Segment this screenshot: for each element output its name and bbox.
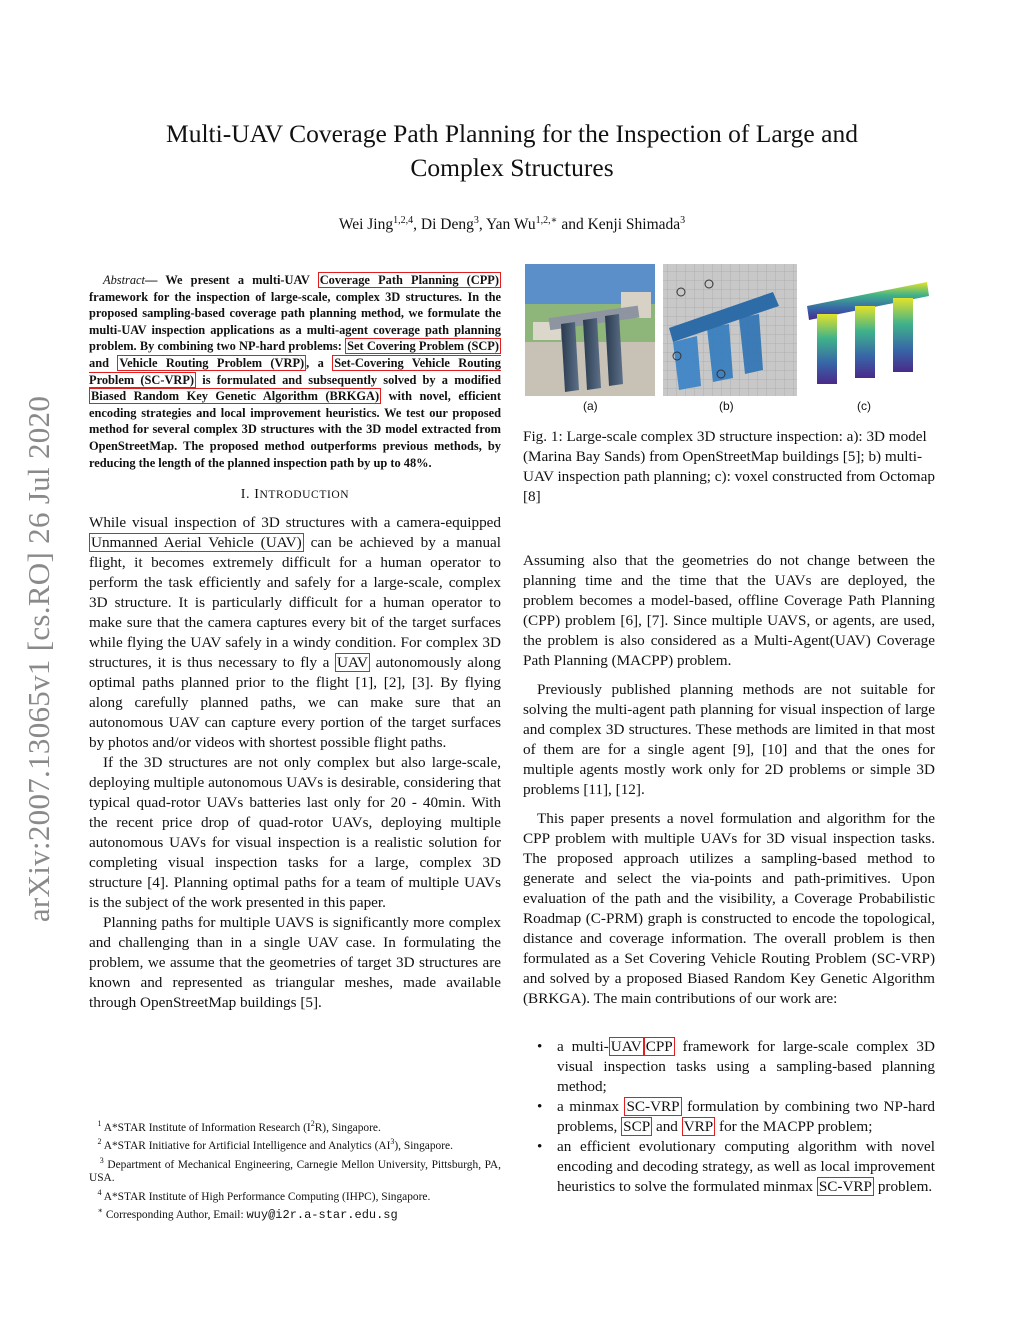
panel-label-b: (b) [719,399,734,413]
list-item: • an efficient evolutionary computing algorithm with novel encoding and decoding strategy, as well as local improvement heuristics to solve the formulated minmax SC-VRP problem. [537,1138,935,1195]
arxiv-identifier-text: arXiv:2007.13065v1 [cs.RO] 26 Jul 2020 [21,395,56,923]
figure-1-panels [523,262,935,398]
acronym-link-vrp[interactable]: VRP [683,1118,714,1135]
affiliation-footnotes [89,1117,501,1223]
footnote-corresponding: ∗ Corresponding Author, Email: wuy@i2r.a-star.edu.sg [97,1206,398,1222]
acronym-link-scp[interactable]: SCP [623,1118,651,1135]
acronym-link-scp[interactable]: Set Covering Problem (SCP) [347,339,499,354]
list-item: • a minmax SC-VRP formulation by combining two NP-hard problems, SCP and VRP for the MACPP problem; [537,1098,936,1135]
footnote-4: $^4$ A*STAR Institute of High Performance Computing (IHPC), Singapore. [97,1187,431,1203]
panel-c-octomap-voxels [803,264,933,396]
footnote-3: $^3$ Department of Mechanical Engineering, Carnegie Mellon University, Pittsburgh, PA, USA. [89,1155,501,1185]
left-column [89,272,501,1013]
paper-title: Multi-UAV Coverage Path Planning for the Inspection of Large and Complex Structures [166,119,858,182]
acronym-link-scvrp[interactable]: SC-VRP [626,1098,680,1115]
list-item: • a multi- UAV CPP framework for large-scale complex 3D visual inspection tasks using a sampling-based planning method; [537,1038,935,1095]
acronym-link-cpp[interactable]: Coverage Path Planning (CPP) [319,273,500,287]
acronym-link-uav[interactable]: UAV [337,654,368,672]
panel-a-marina-bay-model [525,264,655,396]
acronym-link-uav[interactable]: UAV [610,1038,642,1055]
panel-b-path-planning [663,264,797,396]
abstract: Abstract— We present a multi-UAV Coverage Path Planning (CPP) framework for the inspection of large-scale, complex 3D structures. In the proposed sampling-based coverage path planning method, we formulate the multi-UAV inspection applications as a multi-agent coverage path planning problem. By combining two NP-hard problems: Set Covering Problem (SCP) and Vehicle Routing Problem (VRP) , a Set-Covering Vehicle Routing Problem (SC-VRP) is formulated and subsequently solved by a modified Biased Random Key Genetic Algorithm (BRKGA) with novel, efficient encoding strategies and local improvement heuristics. We test our proposed method for several complex 3D structures with the 3D model extracted from OpenStreetMap. The proposed method outperforms previous methods, by reducing the length of the planned inspection path by up to 48%. [89,273,501,470]
acronym-link-vrp[interactable]: Vehicle Routing Problem (VRP) [119,355,305,370]
acronym-link-scvrp[interactable]: Set-Covering Vehicle Routing Problem (SC-VRP) [89,355,501,387]
right-paragraph-2: Previously published planning methods are not suitable for solving the multi-agent path planning for visual inspection of large and complex 3D structures. These methods are limited in that most of them are for a single agent [9], [10] and that the ones for multiple agents mostly work only for 2D problems or simple 3D problems [11], [12]. [523,681,935,798]
acronym-link-scvrp[interactable]: SC-VRP [818,1178,873,1195]
right-column [523,551,935,1197]
author-list: Wei Jing$^{1,2,4}$, Di Deng$^3$, Yan $Wu^{1,2,∗}$ and Kenji Shimada$^3$ [338,215,686,234]
right-paragraph-1: Assuming also that the geometries do not change between the planning time and the time that the UAVs are deployed, the problem becomes a model-based, offline Coverage Path Planning (CPP) problem [6], [7]. Since multiple UAVS, or agents, are used, the problem is also considered as a Multi-Agent(UAV) Coverage Path Planning (MACPP) problem. [523,552,935,669]
section-heading-introduction: I. INTRODUCTION [240,487,350,503]
intro-paragraph-2: If the 3D structures are not only complex but also large-scale, deploying multiple autonomous UAVs is desirable, considering that typical quad-rotor UAVs batteries last only for 20 - 40min. With the recent price drop of quad-rotor UAVs, deploying multiple autonomous UAVs for visual inspection is a realistic solution for completing visual inspection tasks for a large, complex 3D structure [4]. Planning optimal paths for a team of multiple UAVs is the subject of the work presented in this paper. [89,754,501,912]
intro-paragraph-1: While visual inspection of 3D structures with a camera-equipped Unmanned Aerial Vehicle (UAV) can be achieved by a manual flight, it becomes extremely difficult for a human operator to perform the task efficiently and safely for a large-scale, complex 3D structure. It is particularly difficult for a human operator to make sure that the camera captures every bit of the target surfaces while flying the UAV safely in a windy condition. For complex 3D structures, it is thus necessary to fly a UAV autonomously along optimal paths planned prior to the flight [1], [2], [3]. By flying along carefully planned paths, we can make sure that an autonomous UAV can capture every portion of the target surfaces by photos and/or videos with shortest possible flight paths. [89,514,501,752]
figure-1 [523,262,935,417]
acronym-link-uav-full[interactable]: Unmanned Aerial Vehicle (UAV) [91,534,302,552]
acronym-link-cpp[interactable]: CPP [645,1038,673,1055]
acronym-link-brkga[interactable]: Biased Random Key Genetic Algorithm (BRKGA) [91,389,380,404]
panel-label-a: (a) [583,399,598,413]
panel-label-c: (c) [857,399,871,413]
intro-paragraph-3: Planning paths for multiple UAVS is significantly more complex and challenging than in a single UAV case. In formulating the problem, we assume that the geometries of target 3D structures are known and represented as triangular meshes, made available through OpenStreetMap buildings [5]. [89,914,501,1012]
footnote-2: $^2$ A*STAR Initiative for Artificial Intelligence and Analytics $(AI^3)$, Singapore. [97,1137,453,1153]
right-paragraph-3: This paper presents a novel formulation and algorithm for the CPP problem with multiple UAVs for 3D visual inspection tasks. The proposed approach utilizes a sampling-based method to generate and select the via-points and path-primitives. Upon evaluation of the path and the visibility, a Coverage Probabilistic Roadmap (C-PRM) graph is constructed to encode the topological, distance and coverage information. The overall problem is then formulated as a Set Covering Vehicle Routing Problem (SC-VRP) and solved by a proposed Biased Random Key Genetic Algorithm (BRKGA). The main contributions of our work are: [523,810,935,1007]
contributions-list [523,1037,935,1197]
email-address[interactable]: wuy@i2r.a-star.edu.sg [246,1207,398,1222]
footnote-1: $^1$ A*STAR Institute of Information Research $(I^2R)$, Singapore. [97,1119,381,1134]
arxiv-identifier [18,365,60,953]
figure-1-caption: Fig. 1: Large-scale complex 3D structure inspection: a): 3D model (Marina Bay Sands) from OpenStreetMap buildings [5]; b) multi-UAV inspection path planning; c): voxel constructed from Octomap [8] [523,428,935,505]
